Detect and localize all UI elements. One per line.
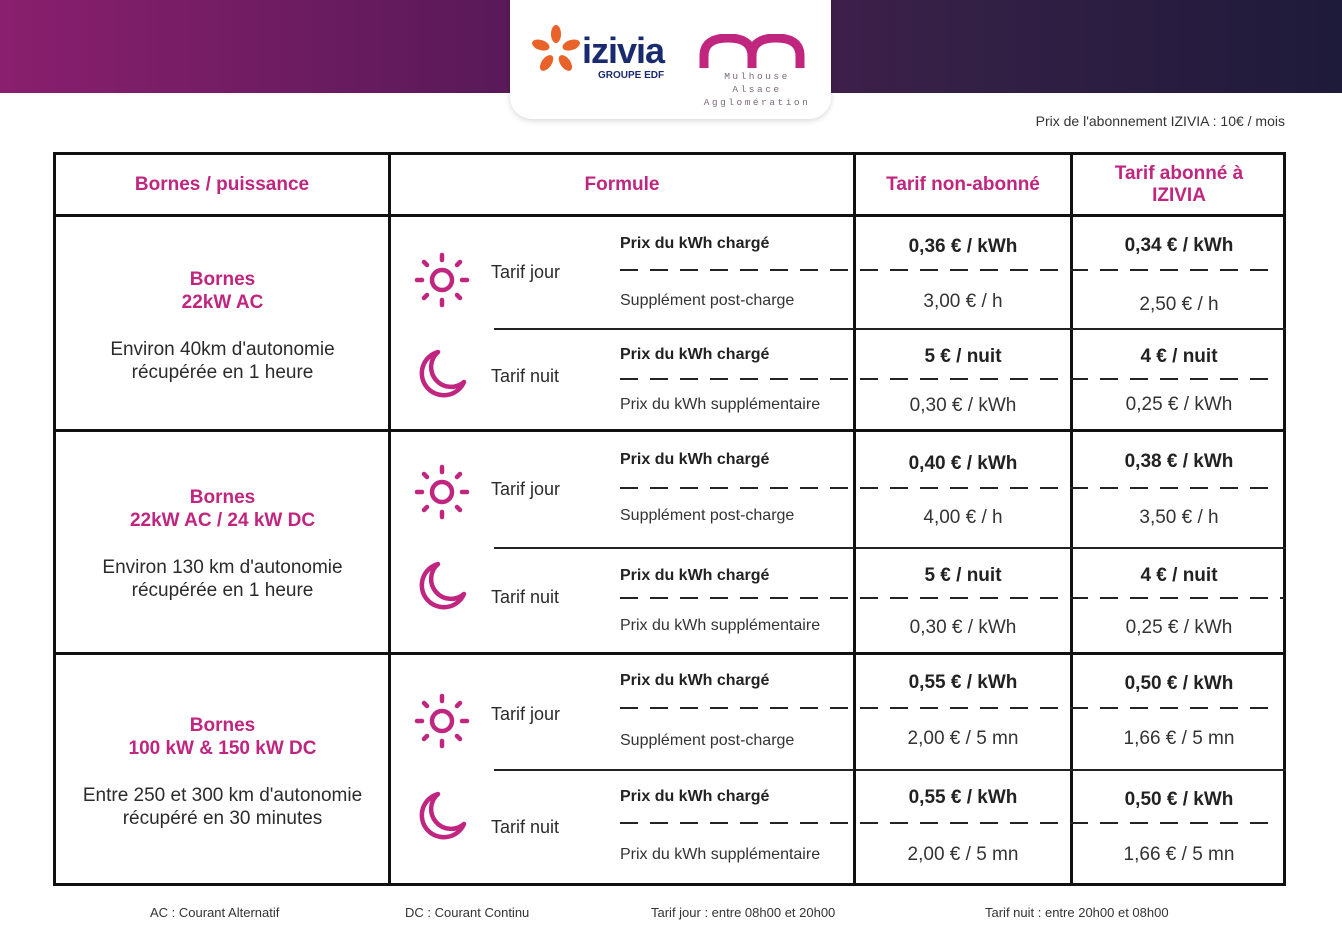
sun-icon — [414, 464, 470, 520]
sub-divider — [494, 769, 854, 771]
borne-title — [56, 714, 389, 760]
sub-divider — [856, 547, 1286, 549]
moon-icon — [414, 346, 470, 402]
partner-line-1: Mulhouse Alsace — [724, 71, 790, 95]
subscription-note: Prix de l'abonnement IZIVIA : 10€ / mois — [1035, 113, 1285, 129]
formula-line: Prix du kWh chargé — [620, 235, 770, 252]
borne-power: 100 kW & 150 kW DC — [128, 738, 317, 759]
dashed-separator — [620, 378, 1280, 380]
formula-line: Supplément post-charge — [620, 732, 795, 749]
borne-desc-line: récupérée en 1 heure — [131, 580, 314, 601]
tarif-jour-label: Tarif jour — [491, 262, 561, 282]
borne-title-line: Bornes — [189, 715, 256, 736]
price-non-abonne: 0,40 € / kWh — [908, 453, 1018, 474]
izivia-flower-icon — [530, 24, 582, 76]
price-non-abonne: 2,00 € / 5 mn — [907, 728, 1019, 749]
formula-line: Prix du kWh supplémentaire — [620, 846, 821, 863]
price-abonne: 4 € / nuit — [1140, 565, 1218, 586]
price-abonne: 1,66 € / 5 mn — [1123, 844, 1235, 865]
price-non-abonne: 0,55 € / kWh — [908, 672, 1018, 693]
borne-desc-line: récupérée en 1 heure — [131, 362, 314, 383]
price-abonne: 1,66 € / 5 mn — [1123, 728, 1235, 749]
price-abonne: 0,25 € / kWh — [1125, 394, 1233, 415]
dashed-separator — [620, 707, 1280, 709]
price-abonne: 0,34 € / kWh — [1124, 235, 1234, 256]
header-formule: Formule — [584, 173, 660, 195]
mulhouse-name — [698, 70, 816, 109]
footnote-ac: AC : Courant Alternatif — [150, 905, 280, 920]
borne-description — [56, 338, 389, 384]
formula-line: Prix du kWh supplémentaire — [620, 617, 821, 634]
price-abonne: 4 € / nuit — [1140, 346, 1218, 367]
header-divider — [53, 214, 1286, 217]
dashed-separator — [620, 269, 1280, 271]
izivia-logo — [530, 24, 680, 84]
price-non-abonne: 5 € / nuit — [924, 346, 1002, 367]
izivia-group: GROUPE EDF — [598, 70, 665, 81]
tarif-jour-label: Tarif jour — [491, 704, 561, 724]
row-divider — [53, 652, 1286, 655]
footnote-tarif-nuit: Tarif nuit : entre 20h00 et 08h00 — [985, 905, 1169, 920]
price-abonne: 0,38 € / kWh — [1124, 451, 1234, 472]
formula-line: Prix du kWh chargé — [620, 672, 770, 689]
dashed-separator — [620, 822, 1280, 824]
borne-desc-line: Environ 130 km d'autonomie — [102, 557, 343, 578]
borne-title-line: Bornes — [189, 487, 256, 508]
tarif-nuit-label: Tarif nuit — [491, 366, 560, 386]
price-non-abonne: 3,00 € / h — [923, 291, 1003, 312]
izivia-wordmark: izivia — [582, 30, 665, 71]
tarif-jour-label: Tarif jour — [491, 479, 561, 499]
borne-desc-line: Entre 250 et 300 km d'autonomie — [82, 785, 363, 806]
dashed-separator — [620, 597, 1285, 599]
m-arch-icon — [698, 34, 816, 70]
partner-line-2: Agglomération — [703, 97, 811, 108]
borne-title — [56, 268, 389, 314]
formula-line: Prix du kWh chargé — [620, 346, 770, 363]
price-abonne: 3,50 € / h — [1139, 507, 1219, 528]
tarif-nuit-label: Tarif nuit — [491, 817, 560, 837]
sun-icon — [414, 252, 470, 308]
header-tarif-non-abonne: Tarif non-abonné — [886, 173, 1040, 195]
price-non-abonne: 0,36 € / kWh — [908, 236, 1018, 257]
sub-divider — [856, 769, 1286, 771]
sub-divider — [494, 547, 854, 549]
price-abonne: 0,50 € / kWh — [1124, 789, 1234, 810]
borne-description — [56, 556, 389, 602]
price-non-abonne: 5 € / nuit — [924, 565, 1002, 586]
row-divider — [53, 429, 1286, 432]
borne-power: 22kW AC / 24 kW DC — [129, 510, 316, 531]
price-abonne: 2,50 € / h — [1139, 294, 1219, 315]
sub-divider — [856, 328, 1286, 330]
formula-line: Supplément post-charge — [620, 292, 795, 309]
footnote-tarif-jour: Tarif jour : entre 08h00 et 20h00 — [651, 905, 836, 920]
formula-line: Prix du kWh supplémentaire — [620, 396, 821, 413]
price-non-abonne: 0,30 € / kWh — [909, 395, 1017, 416]
mulhouse-logo — [698, 34, 816, 108]
tarif-nuit-label: Tarif nuit — [491, 587, 560, 607]
price-non-abonne: 0,55 € / kWh — [908, 787, 1018, 808]
borne-description — [56, 784, 389, 830]
formula-line: Prix du kWh chargé — [620, 788, 770, 805]
formula-line: Supplément post-charge — [620, 507, 795, 524]
price-abonne: 0,50 € / kWh — [1124, 673, 1234, 694]
borne-desc-line: récupéré en 30 minutes — [122, 808, 323, 829]
sub-divider — [494, 328, 854, 330]
moon-icon — [414, 558, 470, 614]
footnote-dc: DC : Courant Continu — [405, 905, 530, 920]
moon-icon — [414, 788, 470, 844]
borne-title-line: Bornes — [189, 269, 256, 290]
header-tarif-abonne: Tarif abonné à IZIVIA — [1114, 162, 1244, 206]
sun-icon — [414, 693, 470, 749]
price-non-abonne: 4,00 € / h — [923, 507, 1003, 528]
header-bornes: Bornes / puissance — [134, 173, 310, 195]
price-non-abonne: 0,30 € / kWh — [909, 617, 1017, 638]
dashed-separator — [620, 487, 1280, 489]
price-abonne: 0,25 € / kWh — [1125, 617, 1233, 638]
formula-line: Prix du kWh chargé — [620, 451, 770, 468]
borne-desc-line: Environ 40km d'autonomie — [110, 339, 335, 360]
price-non-abonne: 2,00 € / 5 mn — [907, 844, 1019, 865]
formula-line: Prix du kWh chargé — [620, 567, 770, 584]
borne-power: 22kW AC — [181, 292, 264, 313]
logo-card — [510, 0, 831, 119]
borne-title — [56, 486, 389, 532]
